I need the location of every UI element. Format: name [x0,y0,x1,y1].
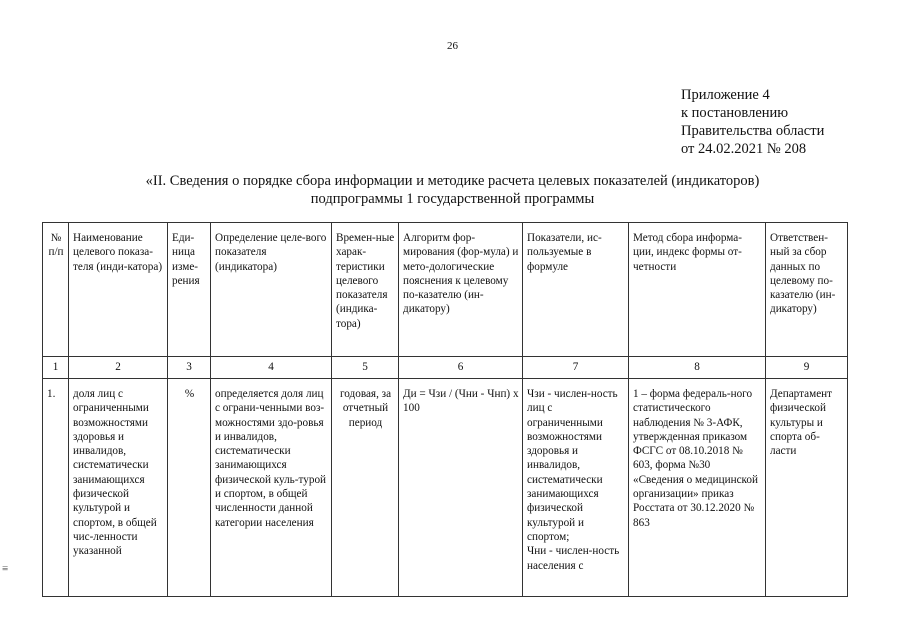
header-cell: Наименование целевого показа-теля (инди-катора) [69,223,168,357]
indicator-variable-1: Чзи - числен-ность лиц с ограниченными возможностями здоровья и инвалидов, систематически занимающихся физической культурой и спортом; [527,388,618,543]
header-cell: Еди-ница изме-рения [168,223,211,357]
definition-cell: определяется доля лиц с ограни-ченными воз-можностями здо-ровья и инвалидов, систематически занимающихся физической куль-турой и спортом, в общей численности данной категории населения [211,379,332,597]
appendix-line-4: от 24.02.2021 № 208 [681,141,807,157]
indicator-name: доля лиц с ограниченными возможностями здоровья и инвалидов, систематически занимающихся физической культурой и спортом, в общей чис-ленности указанной [69,379,168,597]
document-title [0,172,905,208]
method-cell: 1 – форма федераль-ного статистического наблюдения № 3-АФК, утвержденная приказом ФСГС от 08.10.2018 № 603, форма №30 «Сведения о медицинской организации» приказ Росстата от 30.12.2020 № 863 [629,379,766,597]
header-cell: № п/п [43,223,69,357]
time-cell: годовая, за отчетный период [332,379,399,597]
header-cell: Ответствен-ный за сбор данных по целевому по-казателю (ин-дикатору) [766,223,848,357]
appendix-line-3: Правительства области [681,123,825,139]
header-cell: Времен-ные харак-теристики целевого показателя (индика-тора) [332,223,399,357]
column-number: 5 [332,357,399,379]
row-number: 1. [43,379,69,597]
title-line-1: «II. Сведения о порядке сбора информации и методике расчета целевых показателей (индикаторов) [145,173,760,189]
header-cell: Показатели, ис-пользуемые в формуле [523,223,629,357]
column-number: 4 [211,357,332,379]
appendix-line-1: Приложение 4 [681,87,770,103]
indicators-table [42,222,848,597]
column-number: 7 [523,357,629,379]
column-number: 6 [399,357,523,379]
header-cell: Определение целе-вого показателя (индикатора) [211,223,332,357]
header-cell: Алгоритм фор-мирования (фор-мула) и мето-дологические пояснения к целевому по-казателю (ин-дикатору) [399,223,523,357]
formula-cell: Ди = Чзи / (Чни - Чнп) х 100 [399,379,523,597]
page-number: 26 [447,40,458,52]
column-number: 2 [69,357,168,379]
responsible-cell: Департамент физической культуры и спорта об-ласти [766,379,848,597]
column-number-row [43,357,848,379]
indicators-cell [523,379,629,597]
side-mark: ≡ [2,563,9,575]
column-number: 8 [629,357,766,379]
header-cell: Метод сбора информа-ции, индекс формы от-четности [629,223,766,357]
table-row [43,379,848,597]
column-number: 1 [43,357,69,379]
indicator-variable-2: Чни - числен-ность населения с [527,545,620,572]
appendix-line-2: к постановлению [681,105,789,121]
column-number: 9 [766,357,848,379]
title-line-2: подпрограммы 1 государственной программы [310,191,595,207]
appendix-block [681,86,824,158]
column-number: 3 [168,357,211,379]
header-row [43,223,848,357]
unit-cell: % [168,379,211,597]
